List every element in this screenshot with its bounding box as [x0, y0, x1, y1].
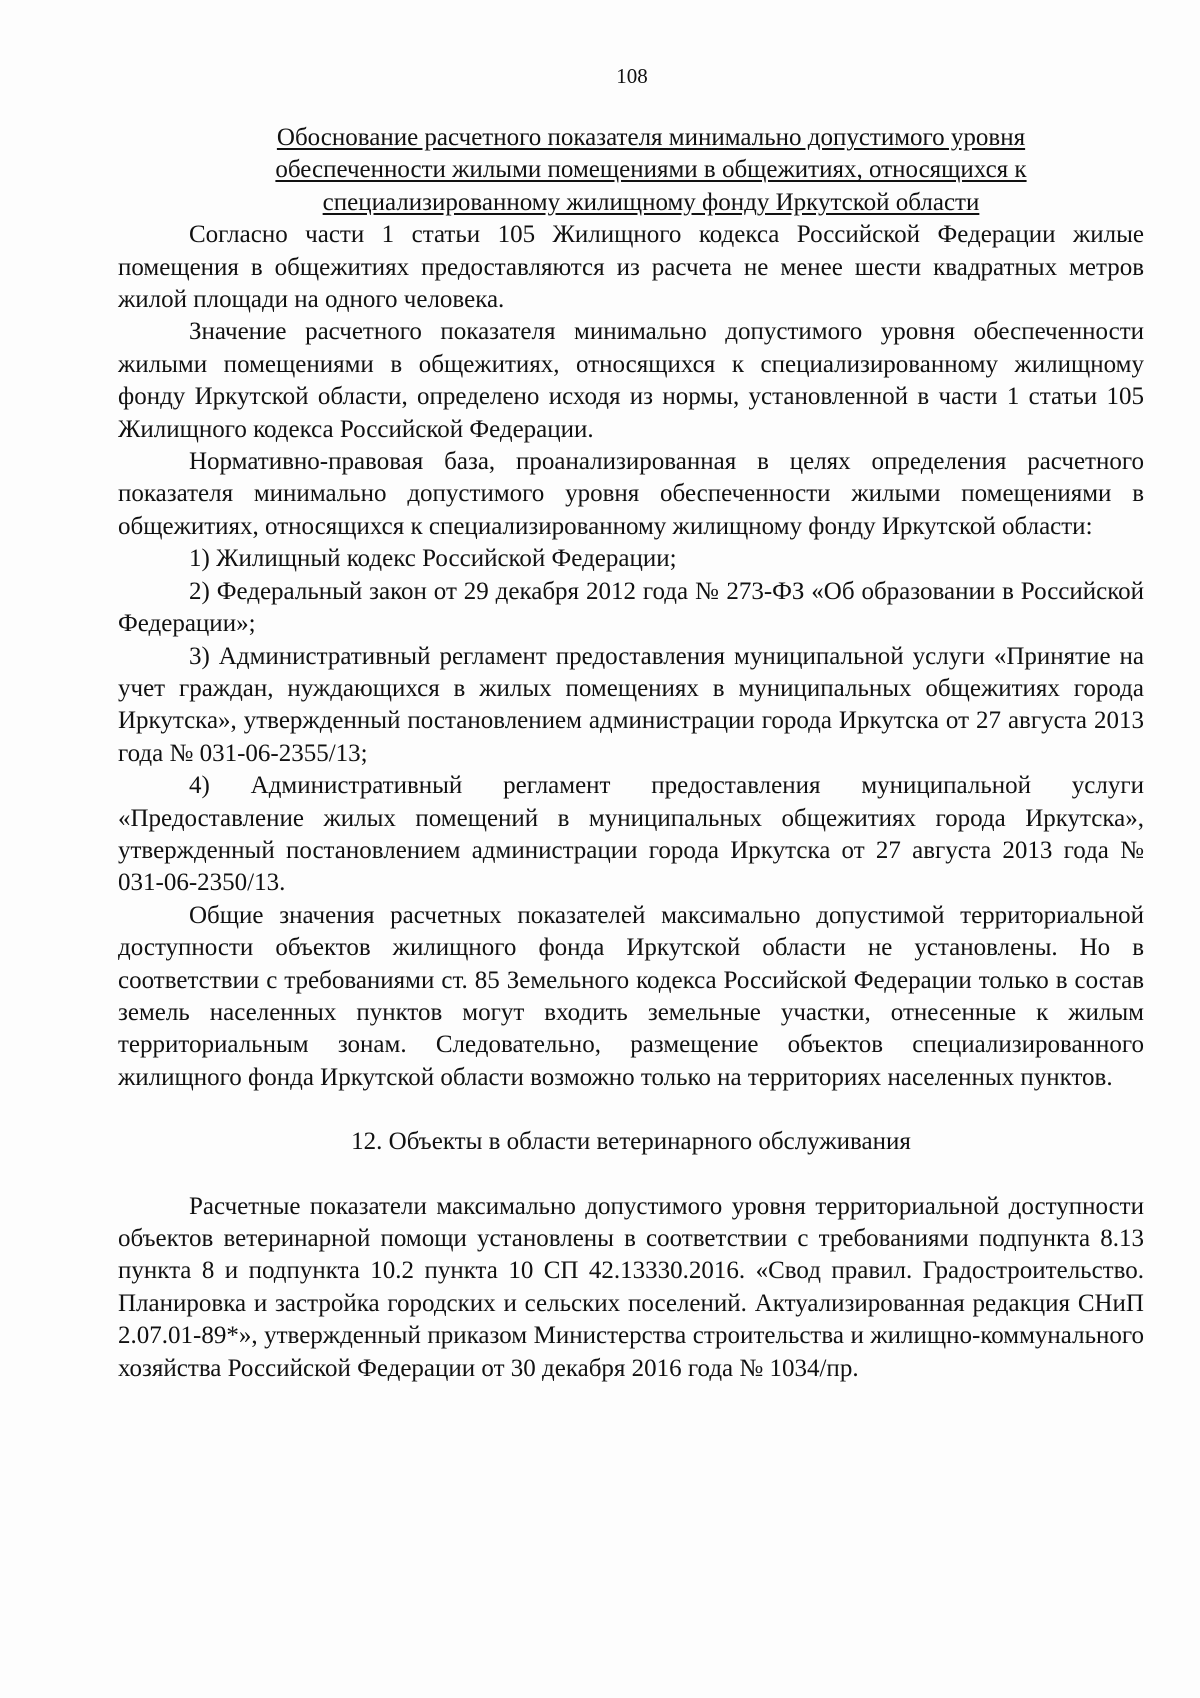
- page-number: 108: [616, 64, 648, 88]
- paragraph: Нормативно-правовая база, проанализированная в целях определения расчетного показателя минимально допустимого уровня обеспеченности жилыми помещениями в общежитиях, относящихся к специализированному жилищному фонду Иркутской области:: [118, 448, 1144, 540]
- heading-line: Обоснование расчетного показателя минимально допустимого уровня: [276, 124, 1026, 151]
- paragraph: Согласно части 1 статьи 105 Жилищного кодекса Российской Федерации жилые помещения в общежитиях предоставляются из расчета не менее шести квадратных метров жилой площади на одного человека.: [118, 221, 1144, 314]
- list-item: 3) Административный регламент предоставления муниципальной услуги «Принятие на учет граждан, нуждающихся в жилых помещениях в муниципальных общежитиях города Иркутска», утвержденный постановлением администрации города Иркутска от 27 августа 2013 года № 031-06-2355/13;: [118, 642, 1144, 767]
- paragraph: Общие значения расчетных показателей максимально допустимой территориальной доступности объектов жилищного фонда Иркутской области не установлены. Но в соответствии с требованиями ст. 85 Земельного кодекса Российской Федерации только в состав земель населенных пунктов могут входить земельные участки, отнесенные к жилым территориальным зонам. Следовательно, размещение объектов специализированного жилищного фонда Иркутской области возможно только на территориях населенных пунктов.: [118, 901, 1144, 1091]
- heading-line: специализированному жилищному фонду Иркутской области: [322, 188, 980, 216]
- list-item: 1) Жилищный кодекс Российской Федерации;: [189, 545, 677, 573]
- section-title: 12. Объекты в области ветеринарного обслуживания: [351, 1128, 911, 1156]
- document-heading: [118, 122, 1144, 219]
- list-item: 2) Федеральный закон от 29 декабря 2012 года № 273-ФЗ «Об образовании в Российской Федерации»;: [118, 577, 1144, 638]
- paragraph: Значение расчетного показателя минимально допустимого уровня обеспеченности жилыми помещениями в общежитиях, относящихся к специализированному жилищному фонду Иркутской области, определено исходя из нормы, установленной в части 1 статьи 105 Жилищного кодекса Российской Федерации.: [118, 318, 1144, 443]
- heading-line: обеспеченности жилыми помещениями в общежитиях, относящихся к: [275, 156, 1027, 184]
- section-paragraph: Расчетные показатели максимально допустимого уровня территориальной доступности объектов ветеринарной помощи установлены в соответствии с требованиями подпункта 8.13 пункта 8 и подпункта 10.2 пункта 10 СП 42.13330.2016. «Свод правил. Градостроительство. Планировка и застройка городских и сельских поселений. Актуализированная редакция СНиП 2.07.01-89*», утвержденный приказом Министерства строительства и жилищно-коммунального хозяйства Российской Федерации от 30 декабря 2016 года № 1034/пр.: [118, 1192, 1144, 1382]
- list-item: 4) Административный регламент предоставления муниципальной услуги «Предоставление жилых помещений в муниципальных общежитиях города Иркутска», утвержденный постановлением администрации города Иркутска от 27 августа 2013 года № 031-06-2350/13.: [118, 772, 1144, 897]
- page-content: [118, 122, 1144, 1385]
